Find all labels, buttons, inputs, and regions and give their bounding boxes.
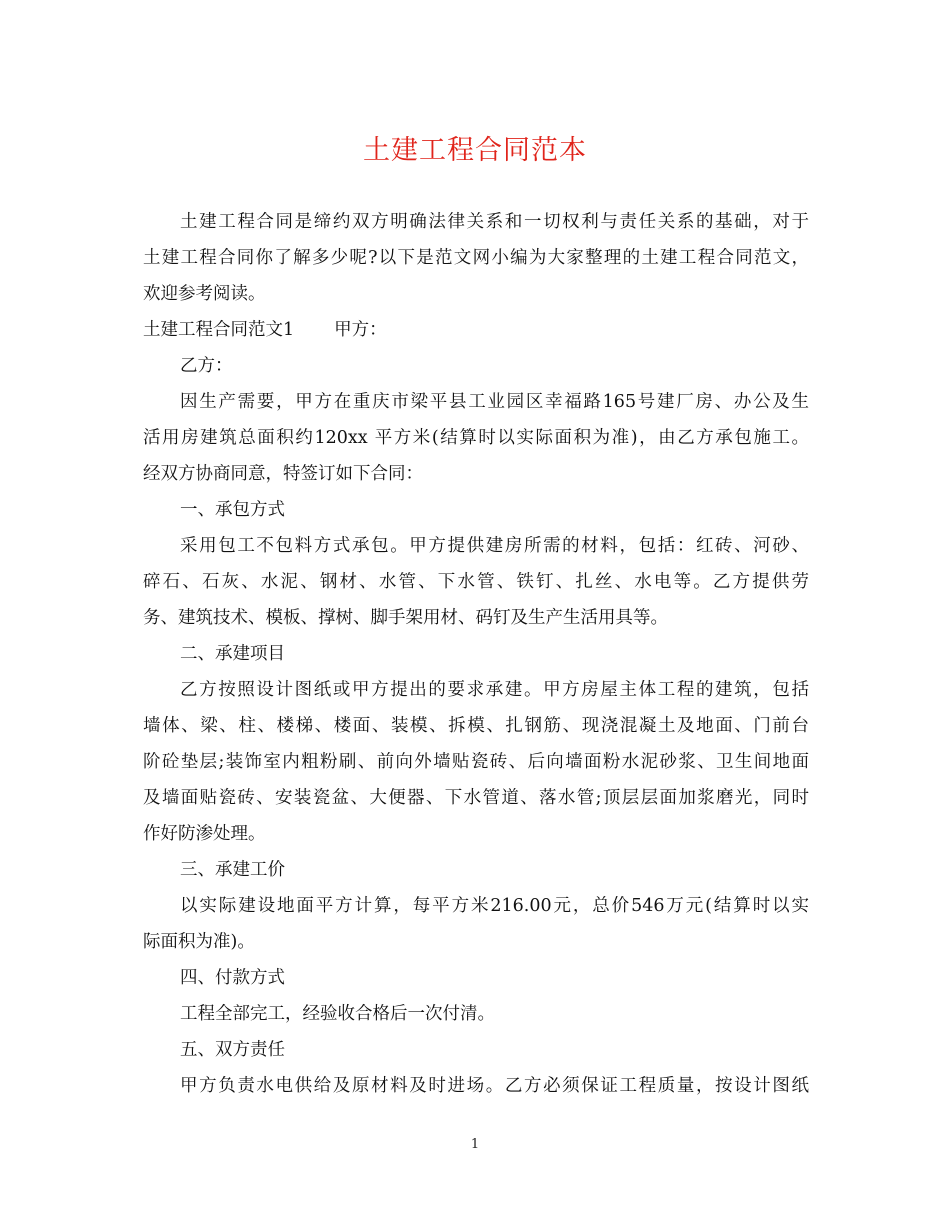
section-line: 采用包工不包料方式承包。甲方提供建房所需的材料，包括：红砖、河砂、 (180, 536, 809, 556)
section-line: 及墙面贴瓷砖、安装瓷盆、大便器、下水管道、落水管;顶层层面加浆磨光，同时 (143, 788, 809, 808)
section-heading: 三、承建工价 (180, 860, 285, 880)
section-line: 阶砼垫层;装饰室内粗粉刷、前向外墙贴瓷砖、后向墙面粉水泥砂浆、卫生间地面 (143, 752, 809, 772)
section-line: 碎石、石灰、水泥、钢材、水管、下水管、铁钉、扎丝、水电等。乙方提供劳 (143, 572, 809, 592)
page-number: 1 (470, 1137, 480, 1152)
intro-line-2: 土建工程合同你了解多少呢?以下是范文网小编为大家整理的土建工程合同范文， (143, 248, 809, 268)
section-line: 以实际建设地面平方计算，每平方米216.00元，总价546万元(结算时以实 (180, 896, 809, 916)
section-line: 务、建筑技术、模板、撑树、脚手架用材、码钉及生产生活用具等。 (143, 608, 668, 628)
section-line: 作好防渗处理。 (143, 824, 266, 844)
preamble-paragraph (143, 384, 809, 492)
section-paragraph (143, 996, 809, 1032)
intro-paragraph (143, 204, 809, 312)
sample-heading: 土建工程合同范文1 (143, 320, 295, 340)
preamble-line-2: 活用房建筑总面积约120xx 平方米(结算时以实际面积为准)，由乙方承包施工。 (143, 428, 809, 448)
section-paragraph (143, 528, 809, 636)
document-body (143, 204, 809, 1104)
preamble-line-1: 因生产需要，甲方在重庆市梁平县工业园区幸福路165号建厂房、办公及生 (180, 392, 809, 412)
section-paragraph (143, 1068, 809, 1104)
party-a-label: 甲方： (334, 320, 387, 340)
intro-line-1: 土建工程合同是缔约双方明确法律关系和一切权利与责任关系的基础，对于 (180, 212, 809, 232)
preamble-line-3: 经双方协商同意，特签订如下合同： (143, 464, 423, 484)
section-paragraph (143, 888, 809, 960)
section-line: 墙体、梁、柱、楼梯、楼面、装模、拆模、扎钢筋、现浇混凝土及地面、门前台 (143, 716, 809, 736)
section-heading: 二、承建项目 (180, 644, 285, 664)
party-b-label: 乙方： (180, 356, 233, 376)
document-title: 土建工程合同范本 (363, 135, 587, 166)
sample-heading-line (143, 312, 809, 348)
section-heading: 四、付款方式 (180, 968, 285, 988)
section-heading: 五、双方责任 (180, 1040, 285, 1060)
section-line: 工程全部完工，经验收合格后一次付清。 (180, 1004, 495, 1024)
section-paragraph (143, 672, 809, 852)
section-line: 甲方负责水电供给及原材料及时进场。乙方必须保证工程质量，按设计图纸 (180, 1076, 809, 1096)
section-heading: 一、承包方式 (180, 500, 285, 520)
section-line: 际面积为准)。 (143, 932, 255, 952)
section-line: 乙方按照设计图纸或甲方提出的要求承建。甲方房屋主体工程的建筑，包括 (180, 680, 809, 700)
intro-line-3: 欢迎参考阅读。 (143, 284, 266, 304)
party-b-line (143, 348, 809, 384)
